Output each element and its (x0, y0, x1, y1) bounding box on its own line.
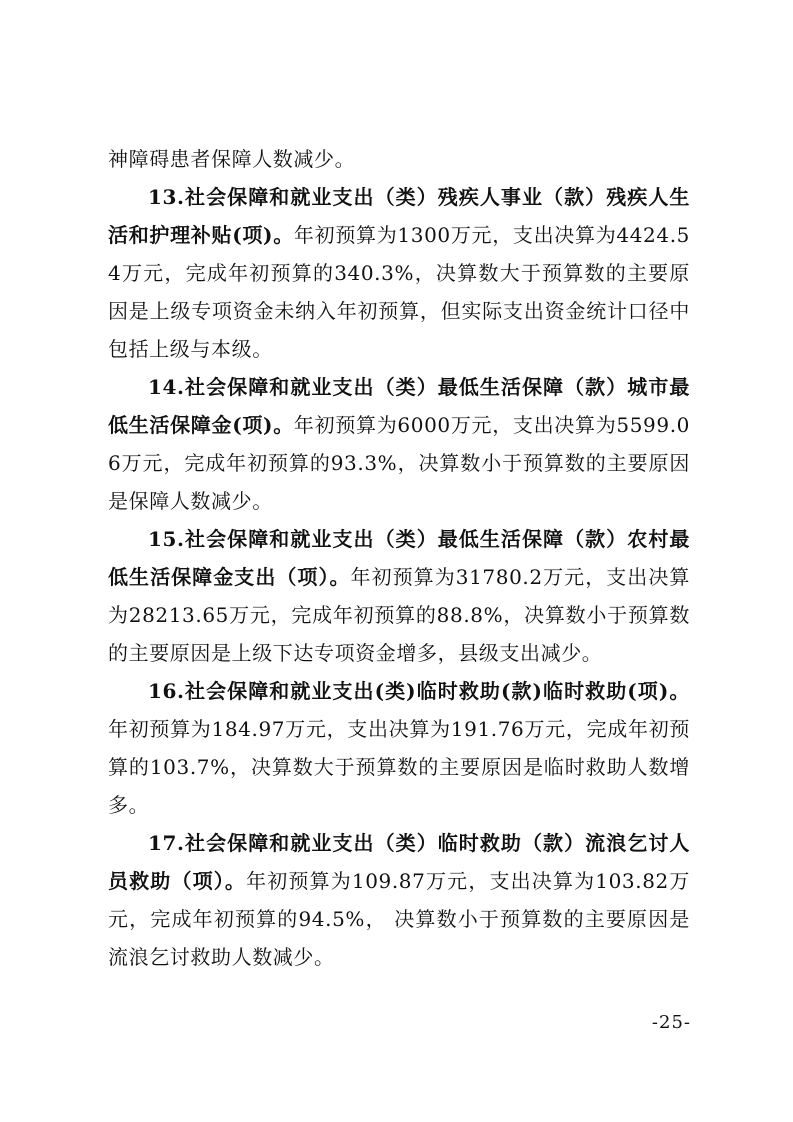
item-15-paragraph (108, 520, 690, 672)
item-17-heading: 17.社会保障和就业支出（类）临时救助（款）流浪乞讨人员救助（项）。 (108, 831, 690, 893)
item-16-body: 年初预算为184.97万元，支出决算为191.76万元，完成年初预算的103.7%，决算数大于预算数的主要原因是临时救助人数增多。 (108, 717, 690, 817)
item-13-body: 年初预算为1300万元，支出决算为4424.54万元，完成年初预算的340.3%，决算数大于预算数的主要原因是上级专项资金未纳入年初预算，但实际支出资金统计口径中包括上级与本级。 (108, 223, 690, 361)
item-16-paragraph (108, 672, 690, 824)
item-17-paragraph (108, 824, 690, 976)
item-14-paragraph (108, 368, 690, 520)
item-15-heading: 15.社会保障和就业支出（类）最低生活保障（款）农村最低生活保障金支出（项）。 (108, 527, 690, 589)
item-14-heading: 14.社会保障和就业支出（类）最低生活保障（款）城市最低生活保障金(项)。 (108, 375, 690, 437)
continuation-paragraph: 神障碍患者保障人数减少。 (108, 147, 356, 171)
item-15-body: 年初预算为31780.2万元，支出决算为28213.65万元，完成年初预算的88.8%，决算数小于预算数的主要原因是上级下达专项资金增多，县级支出减少。 (108, 565, 690, 665)
document-body (108, 140, 690, 976)
item-17-body: 年初预算为109.87万元，支出决算为103.82万元，完成年初预算的94.5%， 决算数小于预算数的主要原因是流浪乞讨救助人数减少。 (108, 869, 690, 969)
item-16-heading: 16.社会保障和就业支出(类)临时救助(款)临时救助(项)。 (148, 679, 690, 703)
item-13-heading: 13.社会保障和就业支出（类）残疾人事业（款）残疾人生活和护理补贴(项)。 (108, 185, 690, 247)
page-number: -25- (651, 1012, 691, 1033)
item-13-paragraph (108, 178, 690, 368)
item-14-body: 年初预算为6000万元，支出决算为5599.06万元，完成年初预算的93.3%，决算数小于预算数的主要原因是保障人数减少。 (108, 413, 690, 513)
